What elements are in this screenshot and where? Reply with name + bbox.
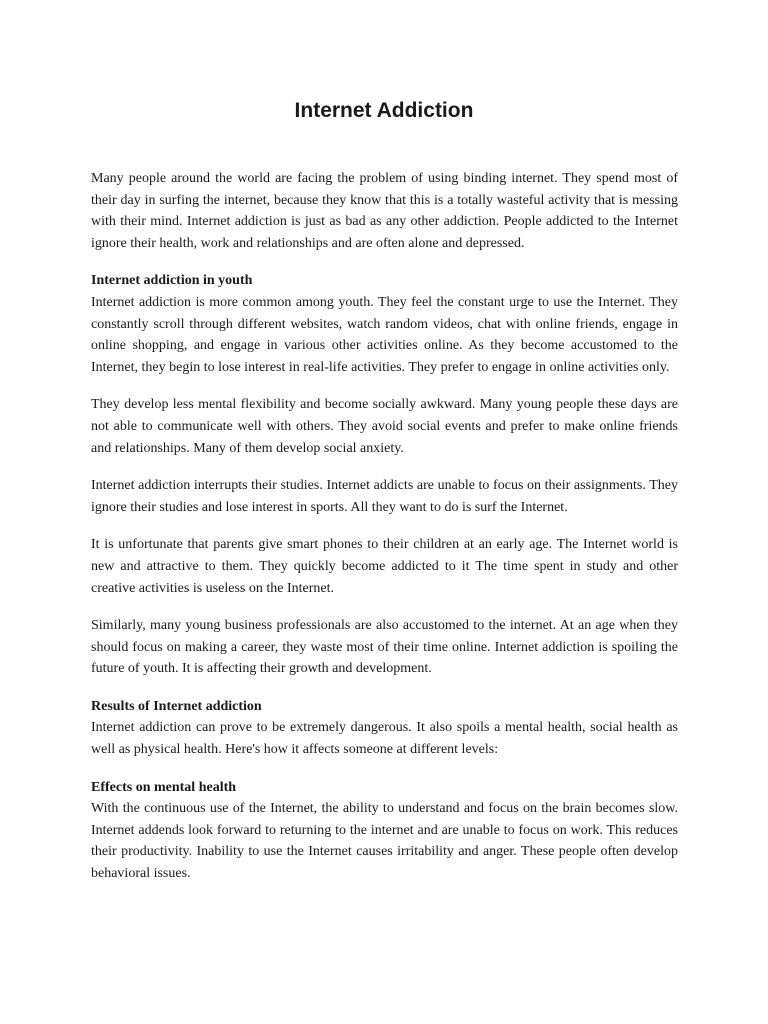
page-title: Internet Addiction: [294, 99, 474, 122]
section-youth: [91, 270, 678, 680]
section-heading: Results of Internet addiction: [91, 698, 262, 714]
document-body: [91, 168, 678, 901]
body-paragraph: Similarly, many young business professionals are also accustomed to the internet. At an age when they should focus on making a career, they waste most of their time online. Internet addiction is spoiling the future of youth. It is affecting their growth and development.: [91, 618, 678, 677]
body-paragraph: With the continuous use of the Internet, the ability to understand and focus on the brain becomes slow. Internet addends look forward to returning to the internet and are unable to focus on work. This reduces their productivity. Inability to use the Internet causes irritability and anger. These people often develop behavioral issues.: [91, 801, 678, 882]
body-paragraph: Internet addiction is more common among youth. They feel the constant urge to use the Internet. They constantly scroll through different websites, watch random videos, chat with online friends, engage in online shopping, and engage in various other activities online. As they become accustomed to the Internet, they begin to lose interest in real-life activities. They prefer to engage in online activities only.: [91, 294, 678, 375]
section-mental-health: [91, 777, 678, 885]
body-paragraph: Internet addiction can prove to be extremely dangerous. It also spoils a mental health, social health as well as physical health. Here's how it affects someone at different levels:: [91, 720, 678, 758]
body-paragraph: Internet addiction interrupts their studies. Internet addicts are unable to focus on their assignments. They ignore their studies and lose interest in sports. All they want to do is surf the Internet.: [91, 478, 678, 515]
section-heading: Internet addiction in youth: [91, 273, 253, 289]
body-paragraph: They develop less mental flexibility and become socially awkward. Many young people these days are not able to communicate well with others. They avoid social events and prefer to make online friends and relationships. Many of them develop social anxiety.: [91, 397, 678, 456]
section-heading: Effects on mental health: [91, 779, 237, 795]
body-paragraph: It is unfortunate that parents give smart phones to their children at an early age. The Internet world is new and attractive to them. They quickly become addicted to it The time spent in study and other creative activities is useless on the Internet.: [91, 537, 678, 596]
section-results: [91, 696, 678, 761]
intro-paragraph: Many people around the world are facing the problem of using binding internet. They spend most of their day in surfing the internet, because they know that this is a totally wasteful activity that is messing with their mind. Internet addiction is just as bad as any other addiction. People addicted to the Internet ignore their health, work and relationships and are often alone and depressed.: [91, 171, 678, 251]
